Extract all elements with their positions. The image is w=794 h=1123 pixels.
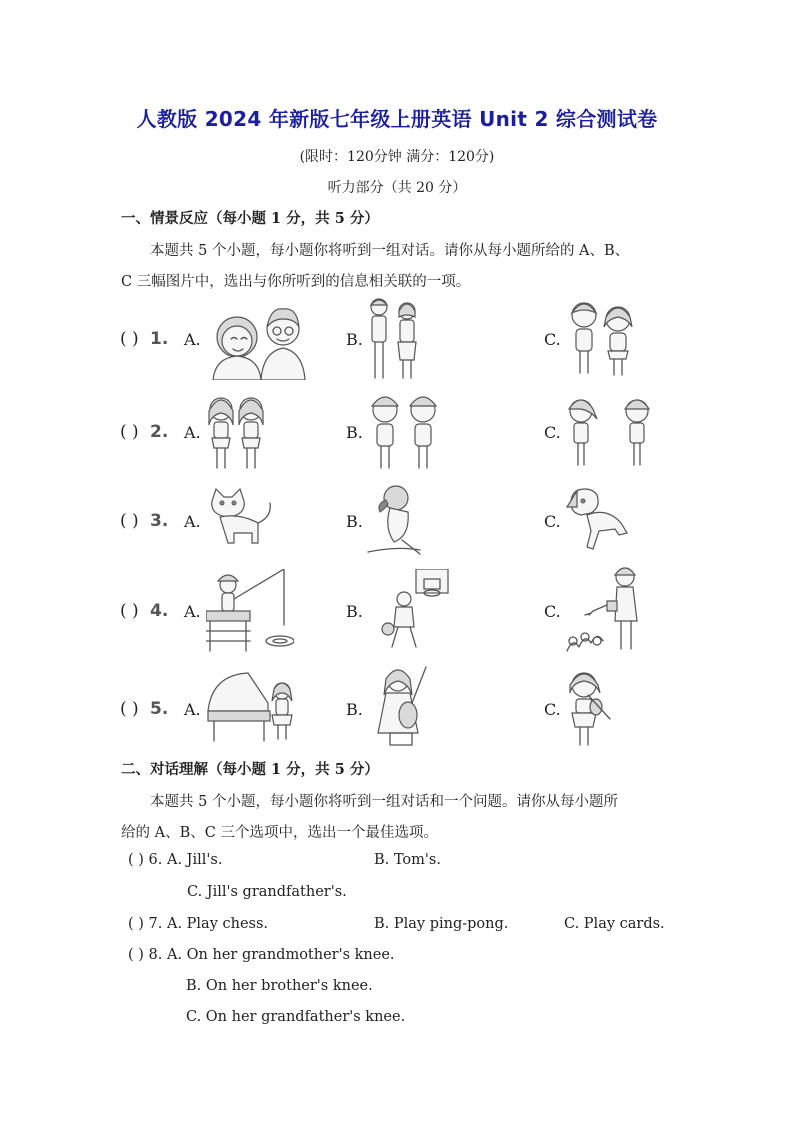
question-3-row [0, 477, 794, 567]
question-8-stem: ( ) 8. A. On her grandmother's knee. [128, 947, 395, 963]
question-7-option-b[interactable]: B. Play ping-pong. [374, 916, 509, 932]
option-a-label: A. [184, 423, 201, 442]
violin-player-picture[interactable] [562, 667, 614, 747]
answer-blank[interactable]: ( ) [120, 511, 139, 531]
question-number: 2. [150, 422, 169, 442]
section2-instruction-line2: 给的 A、B、C 三个选项中，选出一个最佳选项。 [121, 825, 438, 841]
fishing-picture[interactable] [206, 569, 294, 653]
grandparents-picture[interactable] [205, 305, 315, 380]
option-c-label: C. [544, 512, 561, 531]
question-4-row [0, 565, 794, 655]
question-8-option-c[interactable]: C. On her grandfather's knee. [186, 1009, 406, 1025]
section1-instruction-line1: 本题共 5 个小题，每小题你将听到一组对话。请你从每小题所给的 A、B、 [150, 243, 630, 259]
pipa-player-picture[interactable] [370, 665, 432, 747]
question-number: 3. [150, 511, 169, 531]
boy-and-girl-picture[interactable] [568, 297, 638, 382]
answer-blank[interactable]: ( ) [120, 601, 139, 621]
answer-blank[interactable]: ( ) [120, 329, 139, 349]
answer-blank[interactable]: ( ) [120, 699, 139, 719]
time-score-line: (限时：120分钟 满分：120分) [299, 149, 495, 165]
option-c-label: C. [544, 330, 561, 349]
question-8-option-b[interactable]: B. On her brother's knee. [186, 978, 373, 994]
section1-instruction-line2: C 三幅图片中，选出与你所听到的信息相关联的一项。 [121, 274, 471, 290]
section2-heading: 二、对话理解（每小题 1 分，共 5 分） [121, 761, 379, 778]
option-c-label: C. [544, 423, 561, 442]
basketball-picture[interactable] [378, 569, 450, 653]
dog-picture[interactable] [565, 485, 630, 555]
watering-flowers-picture[interactable] [563, 565, 651, 653]
twin-boys-picture[interactable] [368, 390, 443, 474]
question-6-option-c[interactable]: C. Jill's grandfather's. [187, 884, 347, 900]
option-a-label: A. [184, 602, 201, 621]
option-b-label: B. [346, 602, 363, 621]
answer-blank[interactable]: ( ) [120, 422, 139, 442]
question-number: 1. [150, 329, 169, 349]
option-c-label: C. [544, 700, 561, 719]
question-7-stem: ( ) 7. A. Play chess. [128, 916, 269, 932]
option-a-label: A. [184, 330, 201, 349]
girl-and-boy-picture[interactable] [565, 393, 660, 473]
option-b-label: B. [346, 423, 363, 442]
question-6-stem: ( ) 6. A. Jill's. [128, 852, 223, 868]
question-1-row [0, 295, 794, 385]
page-title: 人教版 2024 年新版七年级上册英语 Unit 2 综合测试卷 [136, 107, 658, 131]
option-c-label: C. [544, 602, 561, 621]
option-b-label: B. [346, 512, 363, 531]
piano-picture[interactable] [206, 671, 298, 743]
question-2-row [0, 388, 794, 478]
option-a-label: A. [184, 700, 201, 719]
question-6-option-b[interactable]: B. Tom's. [374, 852, 441, 868]
listening-part-label: 听力部分（共 20 分） [327, 180, 467, 196]
man-and-woman-picture[interactable] [365, 295, 425, 385]
option-b-label: B. [346, 330, 363, 349]
section1-heading: 一、情景反应（每小题 1 分，共 5 分） [121, 210, 379, 227]
question-number: 5. [150, 699, 169, 719]
parrot-picture[interactable] [366, 482, 426, 557]
option-b-label: B. [346, 700, 363, 719]
question-5-row [0, 663, 794, 753]
section2-instruction-line1: 本题共 5 个小题，每小题你将听到一组对话和一个问题。请你从每小题所 [150, 794, 618, 810]
cat-picture[interactable] [206, 487, 276, 552]
twin-girls-picture[interactable] [205, 391, 267, 473]
option-a-label: A. [184, 512, 201, 531]
question-7-option-c[interactable]: C. Play cards. [564, 916, 665, 932]
question-number: 4. [150, 601, 169, 621]
